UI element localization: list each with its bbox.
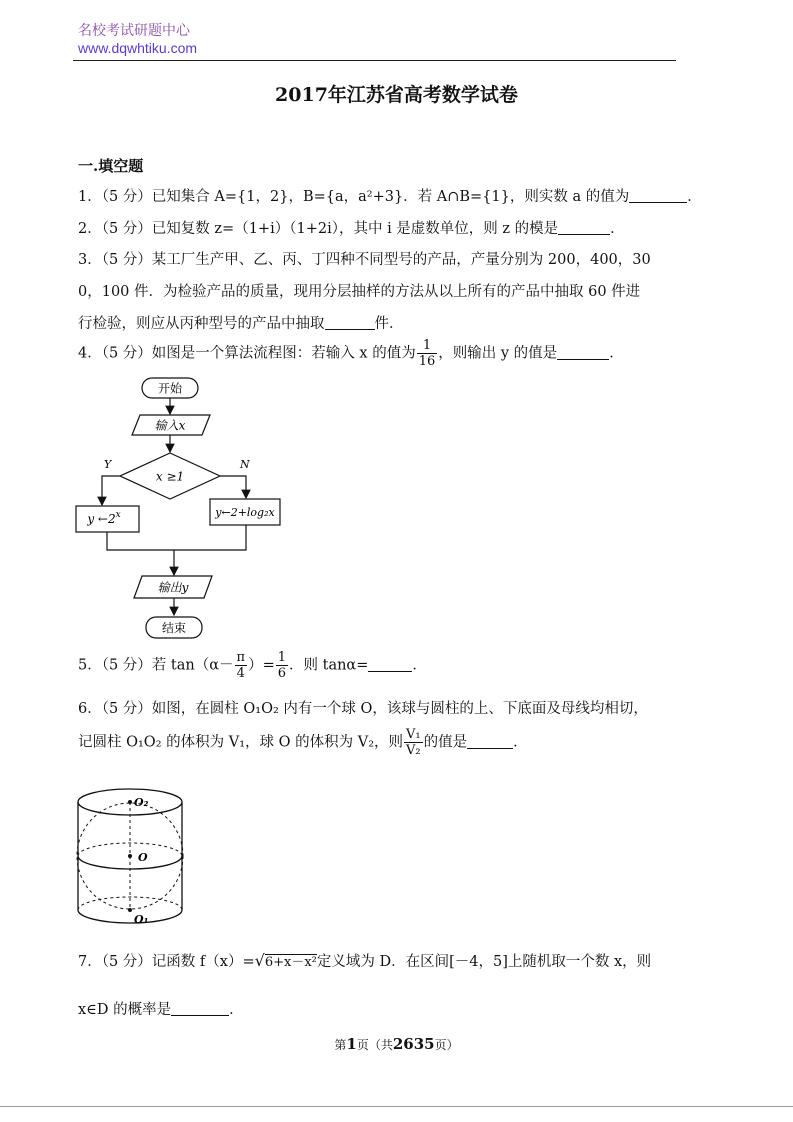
point-o2 <box>128 800 132 804</box>
question-3-line-1: 3．（5 分）某工厂生产甲、乙、丙、丁四种不同型号的产品，产量分别为 200，400，30 <box>78 252 651 268</box>
question-6-fraction <box>404 727 423 758</box>
section-heading: 一.填空题 <box>78 157 144 175</box>
flow-input-label: 输入x <box>154 418 186 433</box>
fraction-denominator: 4 <box>236 666 245 681</box>
fraction-numerator: 1 <box>417 338 438 354</box>
answer-blank-3 <box>325 315 375 331</box>
flow-output-label: 输出y <box>157 580 189 595</box>
question-4-fraction <box>417 338 438 369</box>
footer-prefix: 第 <box>334 1038 347 1052</box>
flow-yes-label: Y <box>104 458 112 471</box>
question-4 <box>78 338 624 369</box>
footer-suffix: 页） <box>434 1038 459 1052</box>
question-5-end: ． <box>412 657 427 674</box>
label-o1: O₁ <box>134 913 149 926</box>
flow-no-label: N <box>240 458 250 471</box>
site-url[interactable]: www.dqwhtiku.com <box>78 40 198 56</box>
fraction-numerator: 1 <box>277 650 287 665</box>
fraction-numerator: V₁ <box>406 727 421 742</box>
cylinder-sphere-figure <box>72 780 188 930</box>
point-o1 <box>128 908 132 912</box>
fraction-numerator: π <box>236 650 246 665</box>
label-o2: O₂ <box>134 796 149 809</box>
question-3-line-2: 0，100 件．为检验产品的质量，现用分层抽样的方法从以上所有的产品中抽取 60 件进 <box>78 284 641 300</box>
page-footer <box>0 1035 793 1053</box>
question-5-fraction-1 <box>235 650 248 681</box>
answer-blank-6 <box>467 733 513 749</box>
question-7-end: ． <box>229 1002 244 1018</box>
sqrt-radicand: 6+x－x² <box>264 955 317 970</box>
flow-merge-line <box>107 532 174 550</box>
question-4-suffix: ，则输出 y 的值是 <box>438 345 558 362</box>
question-5-fraction-2 <box>276 650 288 681</box>
label-o: O <box>138 851 148 864</box>
question-6-line-1: 6．（5 分）如图，在圆柱 O₁O₂ 内有一个球 O，该球与圆柱的上、下底面及母线均相切， <box>78 701 648 717</box>
site-name: 名校考试研题中心 <box>78 23 190 39</box>
flow-start-label: 开始 <box>157 381 183 396</box>
flow-no-process-label: y←2+log₂x <box>215 506 275 519</box>
question-1 <box>78 185 702 206</box>
fraction-denominator: V₂ <box>406 743 421 758</box>
question-4-end: ． <box>609 345 624 362</box>
question-2 <box>78 217 625 238</box>
flow-yes-arrow <box>102 476 120 505</box>
answer-blank-2 <box>558 220 610 236</box>
question-2-end: ． <box>610 221 625 237</box>
answer-blank-1 <box>629 188 687 204</box>
bottom-divider <box>0 1106 793 1107</box>
question-5-suffix: ．则 tanα= <box>289 657 369 674</box>
fraction-denominator: 16 <box>418 354 436 369</box>
flow-end-label: 结束 <box>161 621 187 635</box>
question-7-suffix: 定义域为 D．在区间[－4，5]上随机取一个数 x，则 <box>316 954 652 970</box>
question-5-mid: ）= <box>248 657 275 674</box>
question-7-line-1 <box>78 950 651 971</box>
footer-page-number: 1 <box>346 1035 357 1053</box>
question-7-line-2 <box>78 998 244 1019</box>
question-6-suffix: 的值是 <box>423 734 468 751</box>
flow-yes-process-label: y ←2$^x$ <box>87 510 121 526</box>
flow-no-arrow <box>220 476 246 498</box>
answer-blank-7 <box>171 1001 229 1017</box>
question-1-end: ． <box>687 189 702 205</box>
answer-blank-4 <box>557 344 609 360</box>
question-3-line-3 <box>78 312 404 333</box>
question-7-text: 7．（5 分）记函数 f（x）= <box>78 954 255 970</box>
question-4-text: 4．（5 分）如图是一个算法流程图：若输入 x 的值为 <box>78 345 416 362</box>
question-3-end: 件． <box>374 316 404 332</box>
question-1-text: 1．（5 分）已知集合 A={1，2}，B={a，a²+3}．若 A∩B={1}，则实数 a 的值为 <box>78 189 630 205</box>
page-title: 2017年江苏省高考数学试卷 <box>275 84 518 106</box>
header-divider <box>73 60 676 61</box>
answer-blank-5 <box>368 656 412 672</box>
question-2-text: 2．（5 分）已知复数 z=（1+i）（1+2i），其中 i 是虚数单位，则 z 的模是 <box>78 221 559 237</box>
flow-merge-line <box>174 525 246 550</box>
question-6-line-2 <box>78 727 528 758</box>
question-5-text: 5．（5 分）若 tan（α－ <box>78 657 234 674</box>
question-7-text-2: x∈D 的概率是 <box>78 1002 172 1018</box>
point-o <box>128 854 132 858</box>
question-6-text: 记圆柱 O₁O₂ 的体积为 V₁，球 O 的体积为 V₂，则 <box>78 734 404 751</box>
footer-total-pages: 2635 <box>392 1035 435 1053</box>
algorithm-flowchart <box>70 372 295 644</box>
question-6-end: ． <box>513 734 528 751</box>
sqrt-icon: √ <box>254 951 265 970</box>
question-3-text: 行检验，则应从丙种型号的产品中抽取 <box>78 316 325 332</box>
footer-mid: 页（共 <box>356 1038 393 1052</box>
question-5 <box>78 650 427 681</box>
fraction-denominator: 6 <box>277 666 287 681</box>
flow-decision-label: x ≥1 <box>155 469 185 484</box>
